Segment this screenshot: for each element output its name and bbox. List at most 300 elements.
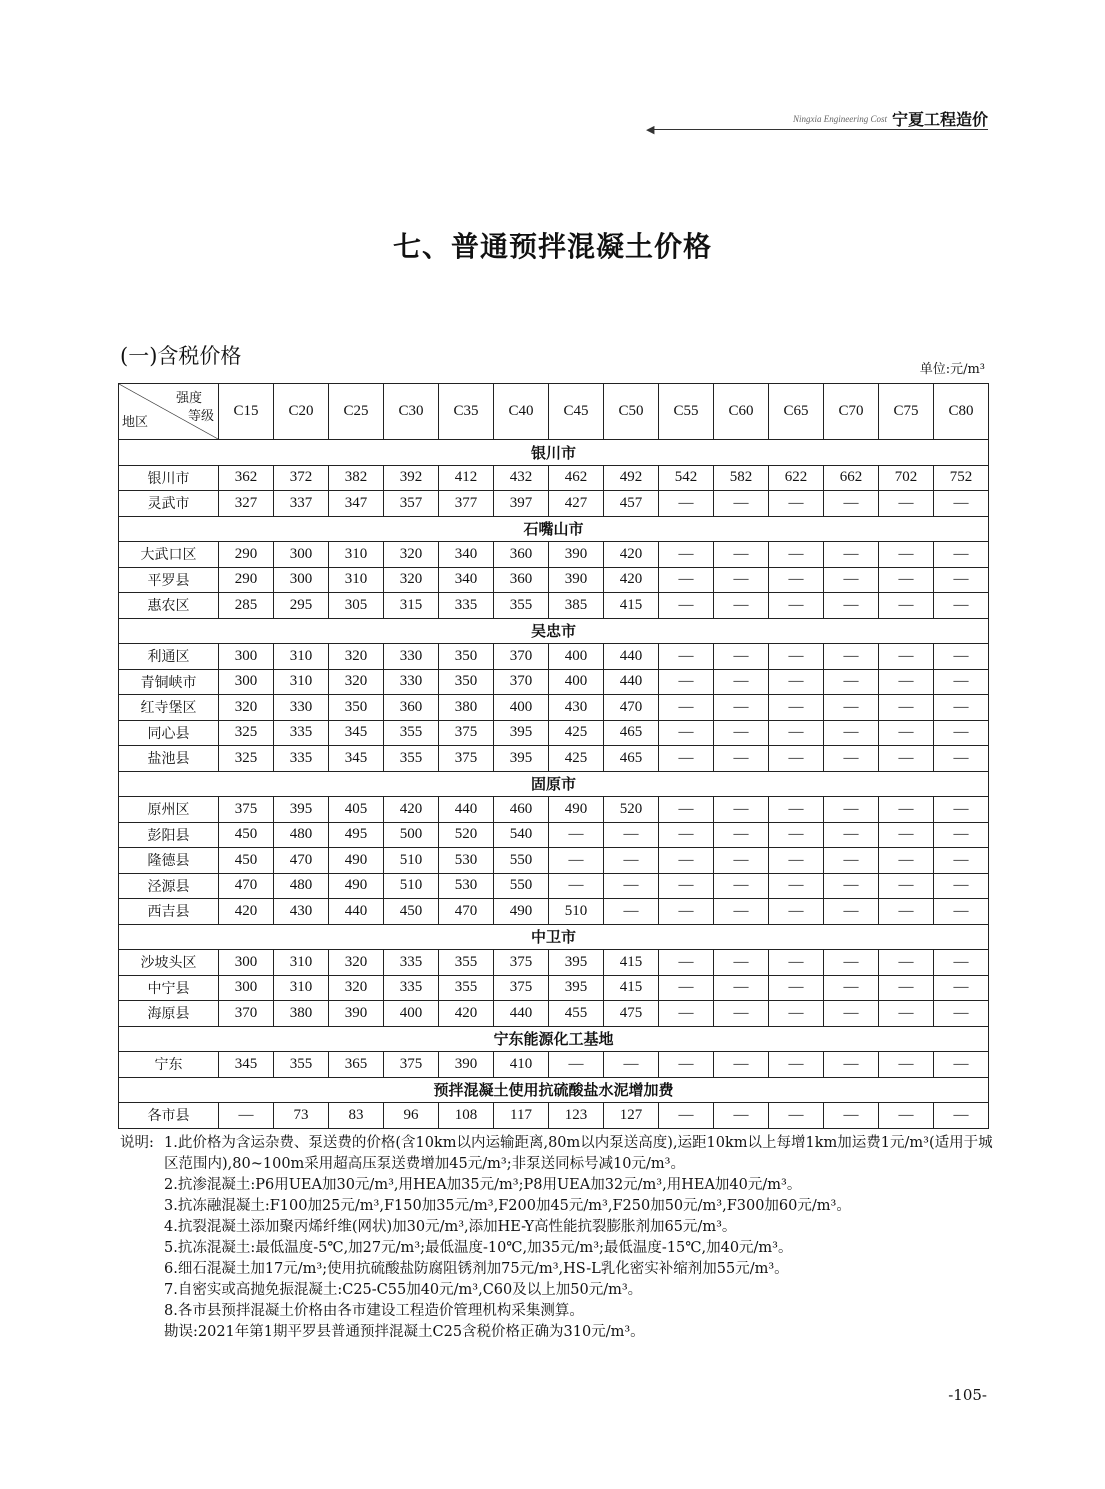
price-cell: 320 bbox=[329, 950, 384, 976]
region-cell: 宁东 bbox=[119, 1052, 219, 1078]
table-header-row bbox=[119, 384, 989, 440]
price-cell: — bbox=[659, 669, 714, 695]
price-cell: 400 bbox=[384, 1001, 439, 1027]
price-cell: 450 bbox=[384, 899, 439, 925]
price-cell: 73 bbox=[274, 1103, 329, 1129]
price-cell: — bbox=[824, 593, 879, 619]
group-row bbox=[119, 618, 989, 644]
price-cell: 375 bbox=[439, 746, 494, 772]
region-cell: 平罗县 bbox=[119, 567, 219, 593]
price-cell: 400 bbox=[494, 695, 549, 721]
price-cell: — bbox=[769, 797, 824, 823]
region-cell: 隆德县 bbox=[119, 848, 219, 874]
price-cell: 390 bbox=[329, 1001, 384, 1027]
price-cell: — bbox=[934, 1001, 989, 1027]
price-cell: — bbox=[769, 822, 824, 848]
price-cell: 462 bbox=[549, 465, 604, 491]
price-cell: 377 bbox=[439, 491, 494, 517]
header-chinese-title: 宁夏工程造价 bbox=[891, 110, 988, 129]
price-cell: 582 bbox=[714, 465, 769, 491]
price-cell: — bbox=[824, 669, 879, 695]
price-cell: 355 bbox=[384, 746, 439, 772]
price-cell: 400 bbox=[549, 669, 604, 695]
price-cell: — bbox=[714, 567, 769, 593]
column-header: C40 bbox=[494, 384, 549, 440]
price-cell: 375 bbox=[494, 975, 549, 1001]
note-item-6: 6.细石混凝土加17元/m³;使用抗硫酸盐防腐阻锈剂加75元/m³,HS-L乳化密实补缩剂加55元/m³。 bbox=[164, 1261, 789, 1277]
price-cell: 432 bbox=[494, 465, 549, 491]
price-cell: — bbox=[879, 567, 934, 593]
price-cell: 340 bbox=[439, 542, 494, 568]
table-row bbox=[119, 669, 989, 695]
price-cell: 310 bbox=[274, 669, 329, 695]
price-cell: 510 bbox=[384, 848, 439, 874]
price-cell: 335 bbox=[274, 720, 329, 746]
corner-right-label: 等级 bbox=[187, 408, 214, 423]
price-cell: — bbox=[659, 899, 714, 925]
corner-left-label: 地区 bbox=[122, 414, 149, 429]
price-cell: — bbox=[769, 950, 824, 976]
column-header: C55 bbox=[659, 384, 714, 440]
price-cell: 83 bbox=[329, 1103, 384, 1129]
table-row bbox=[119, 695, 989, 721]
price-cell: 345 bbox=[219, 1052, 274, 1078]
region-cell: 灵武市 bbox=[119, 491, 219, 517]
price-cell: 300 bbox=[219, 644, 274, 670]
price-cell: — bbox=[769, 644, 824, 670]
price-cell: — bbox=[879, 720, 934, 746]
price-cell: — bbox=[714, 899, 769, 925]
price-cell: 495 bbox=[329, 822, 384, 848]
price-cell: 340 bbox=[439, 567, 494, 593]
column-header: C60 bbox=[714, 384, 769, 440]
price-cell: 355 bbox=[494, 593, 549, 619]
price-cell: 550 bbox=[494, 873, 549, 899]
group-row bbox=[119, 771, 989, 797]
price-cell: 520 bbox=[439, 822, 494, 848]
price-cell: — bbox=[714, 491, 769, 517]
price-cell: 320 bbox=[384, 567, 439, 593]
price-cell: 355 bbox=[439, 950, 494, 976]
column-header: C75 bbox=[879, 384, 934, 440]
price-cell: — bbox=[934, 491, 989, 517]
price-cell: 542 bbox=[659, 465, 714, 491]
column-header: C25 bbox=[329, 384, 384, 440]
price-cell: 425 bbox=[549, 746, 604, 772]
price-cell: 335 bbox=[274, 746, 329, 772]
price-cell: — bbox=[934, 899, 989, 925]
price-cell: — bbox=[714, 873, 769, 899]
price-cell: 310 bbox=[274, 644, 329, 670]
price-cell: — bbox=[824, 644, 879, 670]
price-cell: 330 bbox=[384, 669, 439, 695]
price-cell: 480 bbox=[274, 822, 329, 848]
price-cell: 492 bbox=[604, 465, 659, 491]
price-cell: 430 bbox=[274, 899, 329, 925]
price-cell: 320 bbox=[384, 542, 439, 568]
table-row bbox=[119, 822, 989, 848]
price-cell: 320 bbox=[219, 695, 274, 721]
price-cell: — bbox=[879, 950, 934, 976]
price-cell: 440 bbox=[604, 669, 659, 695]
price-cell: — bbox=[659, 822, 714, 848]
price-cell: 395 bbox=[549, 975, 604, 1001]
price-cell: — bbox=[659, 1103, 714, 1129]
price-cell: 96 bbox=[384, 1103, 439, 1129]
price-cell: 440 bbox=[494, 1001, 549, 1027]
price-cell: 365 bbox=[329, 1052, 384, 1078]
price-cell: 395 bbox=[274, 797, 329, 823]
price-cell: — bbox=[769, 899, 824, 925]
price-cell: 420 bbox=[384, 797, 439, 823]
price-cell: — bbox=[934, 593, 989, 619]
price-cell: 300 bbox=[274, 567, 329, 593]
price-cell: 460 bbox=[494, 797, 549, 823]
price-cell: 355 bbox=[439, 975, 494, 1001]
price-cell: — bbox=[659, 873, 714, 899]
price-cell: 395 bbox=[549, 950, 604, 976]
price-cell: — bbox=[604, 848, 659, 874]
price-cell: 127 bbox=[604, 1103, 659, 1129]
price-cell: — bbox=[769, 567, 824, 593]
table-row bbox=[119, 848, 989, 874]
price-cell: — bbox=[824, 975, 879, 1001]
price-cell: 372 bbox=[274, 465, 329, 491]
price-cell: 405 bbox=[329, 797, 384, 823]
group-row bbox=[119, 1077, 989, 1103]
price-cell: 335 bbox=[384, 975, 439, 1001]
price-cell: 325 bbox=[219, 720, 274, 746]
price-cell: — bbox=[714, 746, 769, 772]
price-cell: — bbox=[824, 822, 879, 848]
notes bbox=[120, 1133, 1000, 1343]
price-cell: 335 bbox=[384, 950, 439, 976]
price-cell: — bbox=[934, 1052, 989, 1078]
price-cell: 440 bbox=[329, 899, 384, 925]
price-cell: 420 bbox=[604, 542, 659, 568]
price-cell: 355 bbox=[274, 1052, 329, 1078]
region-cell: 青铜峡市 bbox=[119, 669, 219, 695]
table-row bbox=[119, 567, 989, 593]
price-cell: — bbox=[714, 975, 769, 1001]
price-cell: 370 bbox=[494, 644, 549, 670]
price-cell: 702 bbox=[879, 465, 934, 491]
price-cell: — bbox=[879, 873, 934, 899]
column-header: C35 bbox=[439, 384, 494, 440]
price-cell: — bbox=[824, 567, 879, 593]
price-cell: 400 bbox=[549, 644, 604, 670]
price-cell: 475 bbox=[604, 1001, 659, 1027]
column-header: C50 bbox=[604, 384, 659, 440]
price-cell: — bbox=[879, 848, 934, 874]
price-cell: — bbox=[879, 695, 934, 721]
price-cell: — bbox=[879, 669, 934, 695]
price-cell: 540 bbox=[494, 822, 549, 848]
price-cell: — bbox=[659, 797, 714, 823]
price-cell: — bbox=[879, 746, 934, 772]
price-cell: — bbox=[934, 720, 989, 746]
region-cell: 大武口区 bbox=[119, 542, 219, 568]
price-cell: — bbox=[714, 950, 769, 976]
price-cell: 345 bbox=[329, 720, 384, 746]
price-cell: — bbox=[769, 848, 824, 874]
price-cell: 415 bbox=[604, 950, 659, 976]
price-cell: 382 bbox=[329, 465, 384, 491]
note-item-1: 1.此价格为含运杂费、泵送费的价格(含10km以内运输距离,80m以内泵送高度),运距10km以上每增1km加运费1元/m³(适用于城区范围内),80~100m采用超高压泵送费增加45元/m³;非泵送同标号减10元/m³。 bbox=[164, 1135, 993, 1172]
price-cell: 123 bbox=[549, 1103, 604, 1129]
section-title: (一)含税价格 bbox=[120, 344, 242, 368]
price-cell: 395 bbox=[494, 720, 549, 746]
price-cell: 370 bbox=[494, 669, 549, 695]
column-header: C70 bbox=[824, 384, 879, 440]
price-cell: — bbox=[824, 1001, 879, 1027]
column-header: C80 bbox=[934, 384, 989, 440]
page-title: 七、普通预拌混凝土价格 bbox=[392, 230, 712, 263]
price-cell: — bbox=[934, 1103, 989, 1129]
price-cell: 370 bbox=[219, 1001, 274, 1027]
group-name: 石嘴山市 bbox=[119, 516, 989, 542]
price-cell: — bbox=[714, 644, 769, 670]
price-cell: — bbox=[769, 975, 824, 1001]
price-cell: 375 bbox=[439, 720, 494, 746]
price-cell: — bbox=[659, 695, 714, 721]
price-cell: 752 bbox=[934, 465, 989, 491]
column-header: C30 bbox=[384, 384, 439, 440]
unit-label: 单位:元/m³ bbox=[919, 362, 985, 377]
price-cell: 290 bbox=[219, 567, 274, 593]
page-number: -105- bbox=[948, 1386, 987, 1404]
price-cell: 320 bbox=[329, 975, 384, 1001]
group-name: 预拌混凝土使用抗硫酸盐水泥增加费 bbox=[119, 1077, 989, 1103]
price-cell: — bbox=[824, 542, 879, 568]
price-cell: — bbox=[934, 975, 989, 1001]
price-cell: 362 bbox=[219, 465, 274, 491]
notes-label: 说明: bbox=[120, 1135, 154, 1151]
price-cell: — bbox=[879, 1052, 934, 1078]
price-cell: — bbox=[934, 567, 989, 593]
price-cell: 337 bbox=[274, 491, 329, 517]
group-row bbox=[119, 516, 989, 542]
price-cell: — bbox=[659, 950, 714, 976]
table-row bbox=[119, 975, 989, 1001]
price-cell: 285 bbox=[219, 593, 274, 619]
price-table bbox=[118, 383, 989, 1129]
price-cell: 360 bbox=[494, 542, 549, 568]
price-cell: — bbox=[824, 873, 879, 899]
price-cell: — bbox=[659, 848, 714, 874]
price-cell: — bbox=[824, 746, 879, 772]
price-cell: 450 bbox=[219, 848, 274, 874]
price-cell: 470 bbox=[604, 695, 659, 721]
price-cell: 490 bbox=[329, 873, 384, 899]
price-cell: — bbox=[879, 542, 934, 568]
price-cell: 395 bbox=[494, 746, 549, 772]
price-cell: — bbox=[934, 873, 989, 899]
price-cell: — bbox=[824, 720, 879, 746]
column-header: C20 bbox=[274, 384, 329, 440]
price-cell: 480 bbox=[274, 873, 329, 899]
price-cell: — bbox=[714, 797, 769, 823]
table-row bbox=[119, 720, 989, 746]
price-cell: 390 bbox=[549, 567, 604, 593]
price-cell: — bbox=[659, 644, 714, 670]
price-cell: — bbox=[824, 1103, 879, 1129]
group-name: 吴忠市 bbox=[119, 618, 989, 644]
price-cell: — bbox=[714, 822, 769, 848]
price-cell: 440 bbox=[604, 644, 659, 670]
price-cell: 397 bbox=[494, 491, 549, 517]
price-cell: — bbox=[549, 1052, 604, 1078]
price-cell: — bbox=[934, 746, 989, 772]
table-body bbox=[119, 440, 989, 1129]
price-cell: — bbox=[879, 593, 934, 619]
table-row bbox=[119, 950, 989, 976]
price-cell: — bbox=[879, 644, 934, 670]
price-cell: 310 bbox=[329, 542, 384, 568]
price-cell: — bbox=[879, 1103, 934, 1129]
price-cell: 357 bbox=[384, 491, 439, 517]
price-cell: 325 bbox=[219, 746, 274, 772]
header-english-title: Ningxia Engineering Cost bbox=[793, 114, 887, 124]
price-cell: — bbox=[769, 542, 824, 568]
price-cell: — bbox=[879, 491, 934, 517]
note-item-5: 5.抗冻混凝土:最低温度-5℃,加27元/m³;最低温度-10℃,加35元/m³;最低温度-15℃,加40元/m³。 bbox=[164, 1240, 793, 1256]
price-cell: 310 bbox=[274, 975, 329, 1001]
price-cell: 320 bbox=[329, 644, 384, 670]
price-cell: 380 bbox=[439, 695, 494, 721]
price-cell: — bbox=[879, 975, 934, 1001]
region-cell: 惠农区 bbox=[119, 593, 219, 619]
price-cell: — bbox=[714, 542, 769, 568]
table-row bbox=[119, 491, 989, 517]
price-cell: — bbox=[934, 822, 989, 848]
price-cell: — bbox=[659, 593, 714, 619]
price-cell: — bbox=[714, 1001, 769, 1027]
price-cell: 380 bbox=[274, 1001, 329, 1027]
region-cell: 原州区 bbox=[119, 797, 219, 823]
price-cell: 290 bbox=[219, 542, 274, 568]
price-cell: — bbox=[714, 669, 769, 695]
price-cell: 457 bbox=[604, 491, 659, 517]
price-cell: — bbox=[934, 950, 989, 976]
price-cell: 470 bbox=[439, 899, 494, 925]
price-cell: 375 bbox=[219, 797, 274, 823]
table-row bbox=[119, 465, 989, 491]
column-header: C65 bbox=[769, 384, 824, 440]
price-cell: 305 bbox=[329, 593, 384, 619]
price-cell: — bbox=[769, 491, 824, 517]
price-cell: — bbox=[824, 899, 879, 925]
table-row bbox=[119, 1052, 989, 1078]
region-cell: 泾源县 bbox=[119, 873, 219, 899]
price-cell: — bbox=[879, 1001, 934, 1027]
price-cell: — bbox=[934, 542, 989, 568]
price-cell: — bbox=[659, 491, 714, 517]
price-cell: — bbox=[604, 822, 659, 848]
price-cell: 415 bbox=[604, 593, 659, 619]
price-cell: — bbox=[659, 746, 714, 772]
price-cell: 330 bbox=[384, 644, 439, 670]
price-cell: — bbox=[659, 1052, 714, 1078]
price-cell: — bbox=[714, 695, 769, 721]
price-cell: — bbox=[879, 899, 934, 925]
price-cell: — bbox=[824, 1052, 879, 1078]
price-cell: 420 bbox=[219, 899, 274, 925]
price-cell: — bbox=[769, 1001, 824, 1027]
price-cell: 320 bbox=[329, 669, 384, 695]
group-name: 中卫市 bbox=[119, 924, 989, 950]
note-item-3: 3.抗冻融混凝土:F100加25元/m³,F150加35元/m³,F200加45元/m³,F250加50元/m³,F300加60元/m³。 bbox=[164, 1198, 851, 1214]
erratum: 勘误:2021年第1期平罗县普通预拌混凝土C25含税价格正确为310元/m³。 bbox=[164, 1324, 645, 1340]
price-cell: 412 bbox=[439, 465, 494, 491]
price-cell: 510 bbox=[384, 873, 439, 899]
price-cell: — bbox=[714, 848, 769, 874]
price-cell: 450 bbox=[219, 822, 274, 848]
price-cell: — bbox=[879, 822, 934, 848]
price-cell: — bbox=[769, 593, 824, 619]
price-cell: 390 bbox=[549, 542, 604, 568]
region-cell: 西吉县 bbox=[119, 899, 219, 925]
price-cell: 455 bbox=[549, 1001, 604, 1027]
price-cell: — bbox=[879, 797, 934, 823]
price-cell: 530 bbox=[439, 873, 494, 899]
price-cell: — bbox=[714, 720, 769, 746]
price-cell: 315 bbox=[384, 593, 439, 619]
region-cell: 盐池县 bbox=[119, 746, 219, 772]
table-row bbox=[119, 593, 989, 619]
note-item-8: 8.各市县预拌混凝土价格由各市建设工程造价管理机构采集测算。 bbox=[164, 1303, 584, 1319]
price-cell: — bbox=[604, 1052, 659, 1078]
table-row bbox=[119, 873, 989, 899]
price-cell: — bbox=[824, 695, 879, 721]
price-cell: — bbox=[549, 822, 604, 848]
price-cell: 490 bbox=[494, 899, 549, 925]
corner-header bbox=[119, 384, 219, 440]
price-cell: 530 bbox=[439, 848, 494, 874]
region-cell: 中宁县 bbox=[119, 975, 219, 1001]
price-cell: — bbox=[714, 1052, 769, 1078]
price-cell: 622 bbox=[769, 465, 824, 491]
table-row bbox=[119, 899, 989, 925]
price-cell: — bbox=[934, 848, 989, 874]
price-cell: 385 bbox=[549, 593, 604, 619]
price-cell: — bbox=[769, 695, 824, 721]
price-cell: 108 bbox=[439, 1103, 494, 1129]
column-header: C15 bbox=[219, 384, 274, 440]
region-cell: 银川市 bbox=[119, 465, 219, 491]
price-cell: 300 bbox=[219, 669, 274, 695]
region-cell: 彭阳县 bbox=[119, 822, 219, 848]
price-cell: 500 bbox=[384, 822, 439, 848]
price-cell: 360 bbox=[494, 567, 549, 593]
price-cell: — bbox=[659, 975, 714, 1001]
price-cell: 345 bbox=[329, 746, 384, 772]
price-cell: 440 bbox=[439, 797, 494, 823]
price-cell: — bbox=[604, 899, 659, 925]
region-cell: 各市县 bbox=[119, 1103, 219, 1129]
price-cell: 375 bbox=[384, 1052, 439, 1078]
region-cell: 红寺堡区 bbox=[119, 695, 219, 721]
price-cell: 300 bbox=[274, 542, 329, 568]
price-cell: 300 bbox=[219, 975, 274, 1001]
price-cell: 350 bbox=[329, 695, 384, 721]
price-cell: 347 bbox=[329, 491, 384, 517]
table-row bbox=[119, 644, 989, 670]
table-row bbox=[119, 1103, 989, 1129]
region-cell: 沙坡头区 bbox=[119, 950, 219, 976]
region-cell: 海原县 bbox=[119, 1001, 219, 1027]
price-cell: 310 bbox=[274, 950, 329, 976]
